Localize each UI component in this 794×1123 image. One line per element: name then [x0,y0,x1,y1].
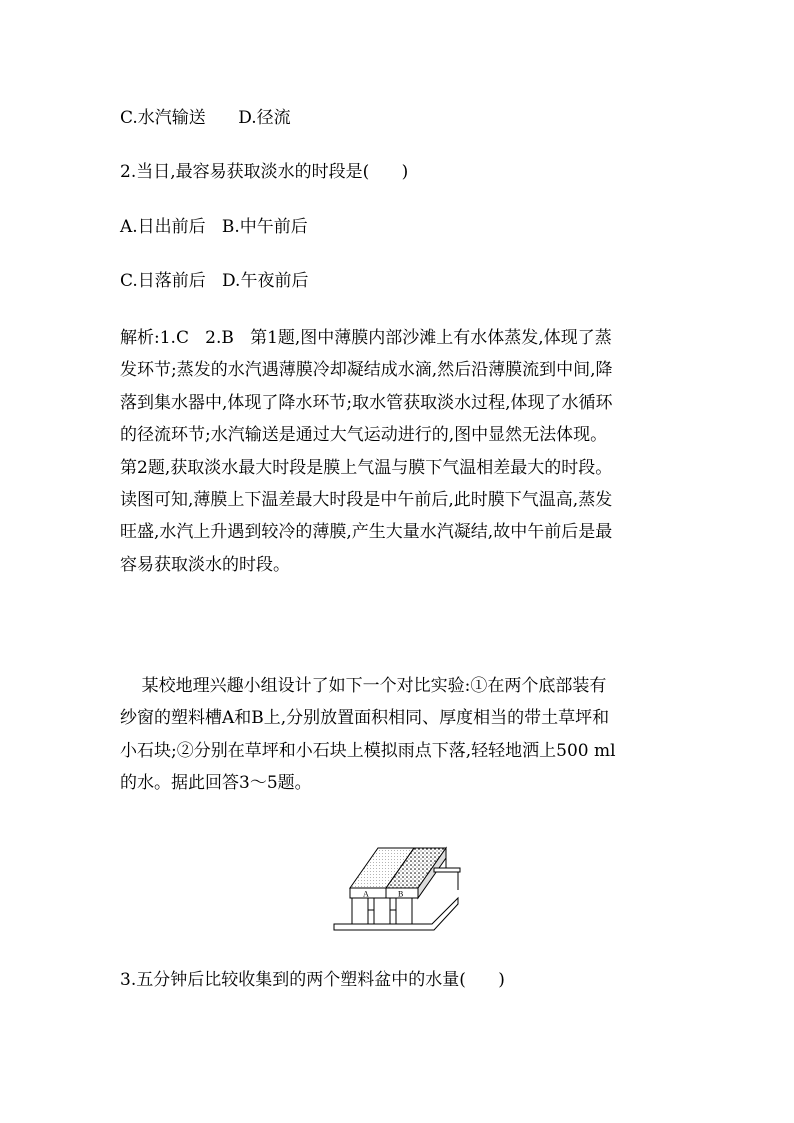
label-a: A [363,889,369,899]
back-stand [434,868,460,872]
analysis-line: 落到集水器中,体现了降水环节;取水管获取淡水过程,体现了水循环 [120,392,613,413]
material-line: 小石块;②分别在草坪和小石块上模拟雨点下落,轻轻地洒上500 ml [120,740,616,761]
analysis-line: 第2题,获取淡水最大时段是膜上气温与膜下气温相差最大的时段。 [120,457,613,478]
analysis-paragraph [120,322,676,581]
q3-stem: 3.五分钟后比较收集到的两个塑料盆中的水量( ) [120,970,505,990]
basin-c [396,898,412,924]
material-line: 纱窗的塑料槽A和B上,分别放置面积相同、厚度相当的带土草坪和 [120,708,610,729]
q1-options-cd: C.水汽输送 D.径流 [120,108,291,128]
analysis-line: 读图可知,薄膜上下温差最大时段是中午前后,此时膜下气温高,蒸发 [120,490,613,511]
material-line: 某校地理兴趣小组设计了如下一个对比实验:①在两个底部装有 [120,676,607,696]
q2-options-cd: C.日落前后 D.午夜前后 [120,271,309,291]
analysis-line: 发环节;蒸发的水汽遇薄膜冷却凝结成水滴,然后沿薄膜流到中间,降 [120,360,613,381]
q2-options-ab: A.日出前后 B.中午前后 [120,217,308,237]
analysis-line: 解析:1.C 2.B 第1题,图中薄膜内部沙滩上有水体蒸发,体现了蒸 [120,328,612,348]
basin-b [374,898,390,924]
basin-a [352,898,368,924]
analysis-line: 旺盛,水汽上升遇到较冷的薄膜,产生大量水汽凝结,故中午前后是最 [120,522,613,543]
experiment-figure [330,840,468,940]
label-b: B [398,889,404,899]
material-line: 的水。据此回答3～5题。 [120,773,312,794]
analysis-line: 的径流环节;水汽输送是通过大气运动进行的,图中显然无法体现。 [120,425,608,446]
analysis-line: 容易获取淡水的时段。 [120,554,290,575]
q2-stem: 2.当日,最容易获取淡水的时段是( ) [120,162,409,182]
material-paragraph [120,670,676,800]
